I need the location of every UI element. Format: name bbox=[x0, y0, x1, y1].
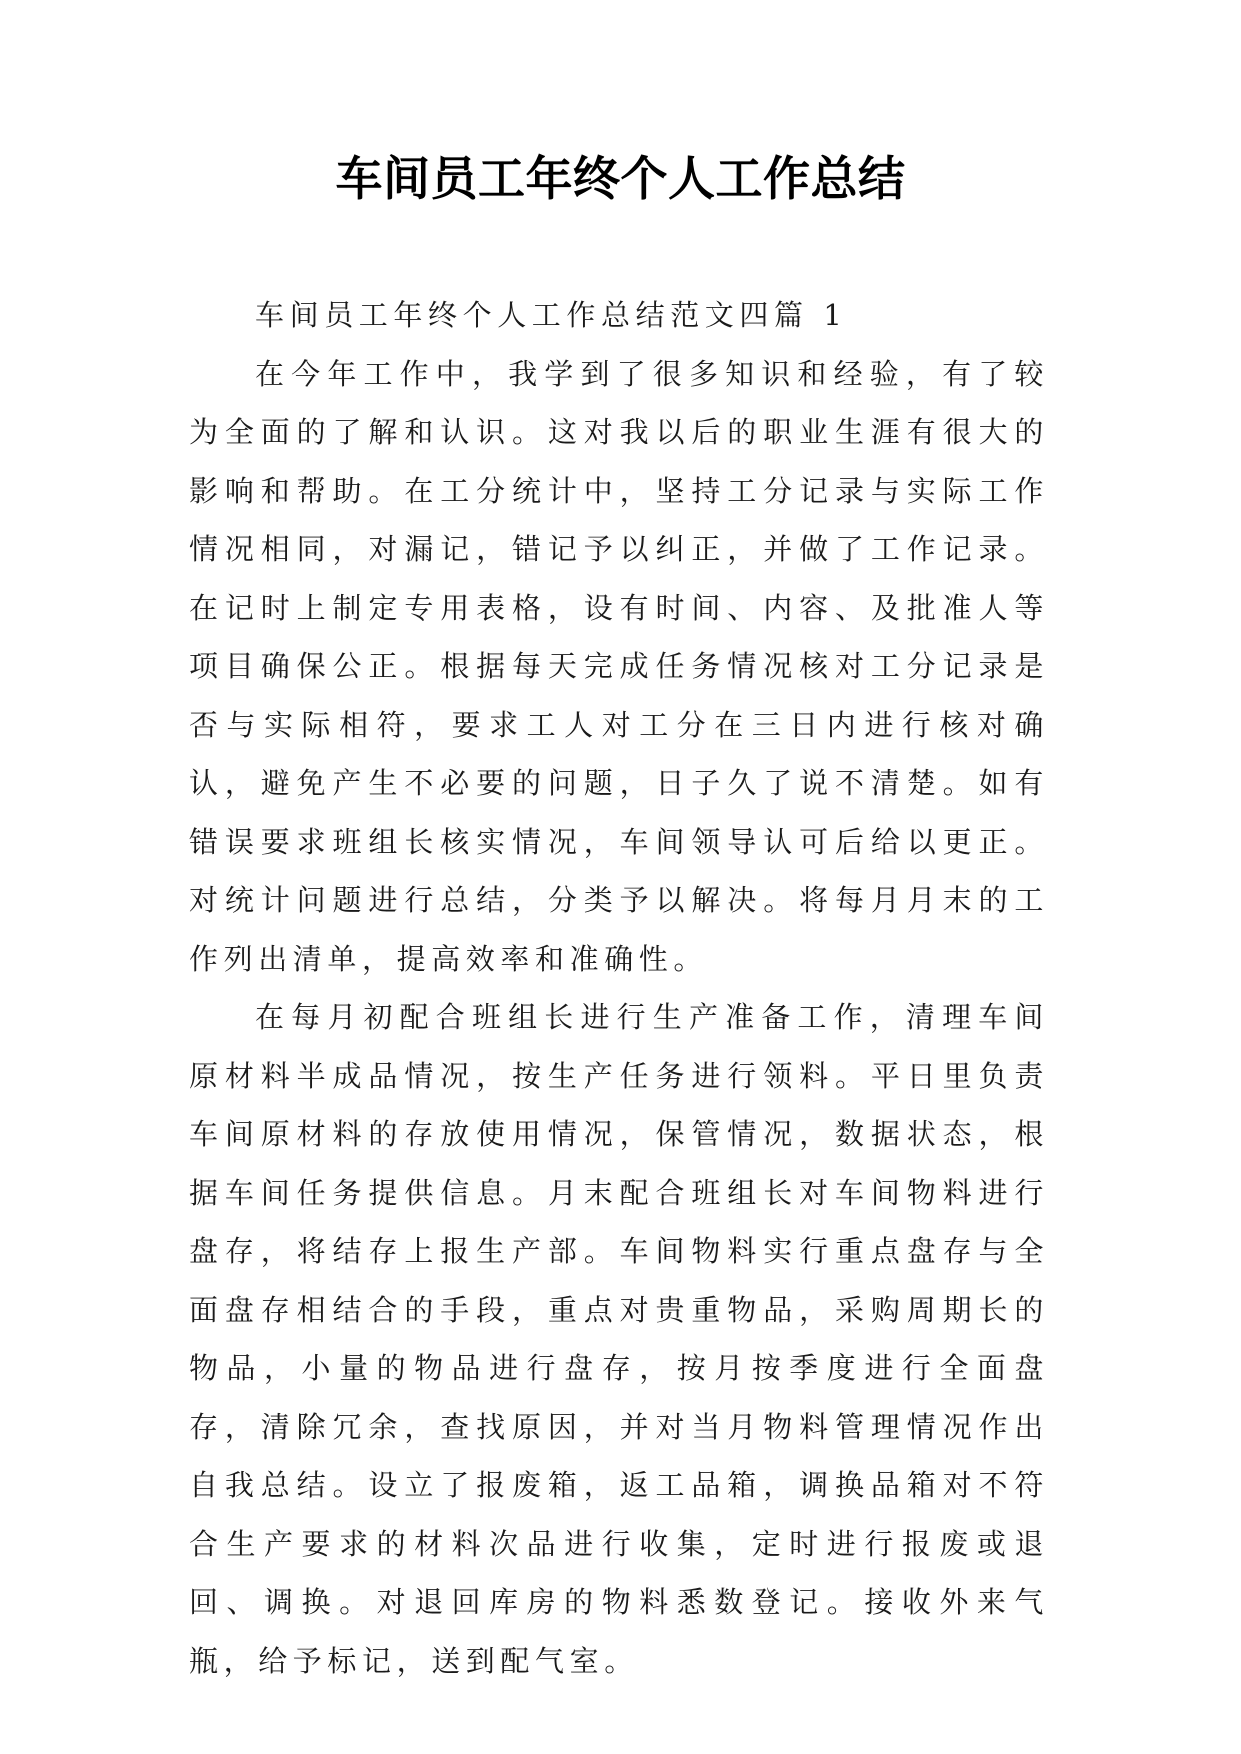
page-title: 车间员工年终个人工作总结 bbox=[335, 152, 906, 207]
section-heading: 车间员工年终个人工作总结范文四篇 1 bbox=[255, 298, 848, 332]
document-body bbox=[189, 286, 1049, 1690]
paragraph: 在今年工作中，我学到了很多知识和经验，有了较为全面的了解和认识。这对我以后的职业生涯有很大的影响和帮助。在工分统计中，坚持工分记录与实际工作情况相同，对漏记，错记予以纠正，并做了工作记录。在记时上制定专用表格，设有时间、内容、及批准人等项目确保公正。根据每天完成任务情况核对工分记录是否与实际相符，要求工人对工分在三日内进行核对确认，避免产生不必要的问题，日子久了说不清楚。如有错误要求班组长核实情况，车间领导认可后给以更正。对统计问题进行总结，分类予以解决。将每月月末的工作列出清单，提高效率和准确性。 bbox=[189, 356, 1049, 976]
paragraph: 在每月初配合班组长进行生产准备工作，清理车间原材料半成品情况，按生产任务进行领料。平日里负责车间原材料的存放使用情况，保管情况，数据状态，根据车间任务提供信息。月末配合班组长对车间物料进行盘存，将结存上报生产部。车间物料实行重点盘存与全面盘存相结合的手段，重点对贵重物品，采购周期长的物品，小量的物品进行盘存，按月按季度进行全面盘存，清除冗余，查找原因，并对当月物料管理情况作出自我总结。设立了报废箱，返工品箱，调换品箱对不符合生产要求的材料次品进行收集，定时进行报废或退回、调换。对退回库房的物料悉数登记。接收外来气瓶，给予标记，送到配气室。 bbox=[189, 1000, 1049, 1678]
